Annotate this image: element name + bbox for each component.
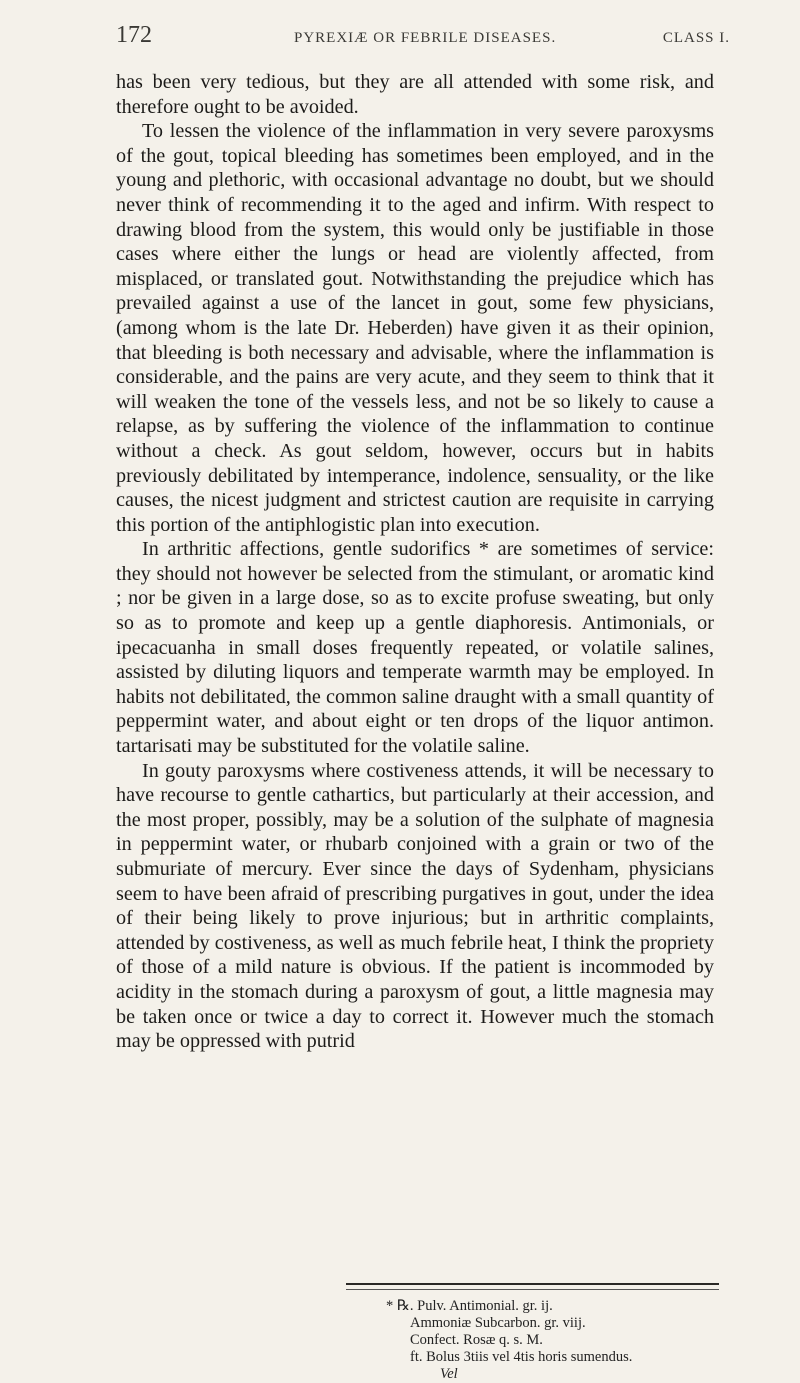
- footnote-rule: [346, 1283, 719, 1285]
- footnote: [386, 1298, 716, 1383]
- footnote-line: Ammoniæ Subcarbon. gr. viij.: [410, 1315, 586, 1331]
- page-number: 172: [116, 22, 152, 48]
- running-title: PYREXIÆ OR FEBRILE DISEASES.: [294, 30, 557, 46]
- running-head: [116, 18, 730, 54]
- paragraph-cathartics: In gouty paroxysms where costiveness attends, it will be necessary to have recourse to gentle cathartics, but particularly at their accession, and the most proper, possibly, may be a solution of the sulphate of magnesia in peppermint water, or rhubarb conjoined with a grain or two of the submuriate of mercury. Ever since the days of Sydenham, physicians seem to have been afraid of prescribing purgatives in gout, under the idea of their being likely to prove injurious; but in arthritic complaints, attended by costiveness, as well as much febrile heat, I think the propriety of those of a mild nature is obvious. If the patient is incommoded by acidity in the stomach during a paroxysm of gout, a little magnesia may be taken once or twice a day to correct it. However much the stomach may be oppressed with putrid: [116, 759, 714, 1053]
- footnote-line: Confect. Rosæ q. s. M.: [410, 1332, 543, 1348]
- paragraph-continuation: has been very tedious, but they are all attended with some risk, and therefore ought to be avoided.: [116, 71, 714, 118]
- paragraph-bleeding: To lessen the violence of the inflammation in very severe paroxysms of the gout, topical bleeding has sometimes been employed, and in the young and plethoric, with occasional advantage no doubt, but we should never think of recommending it to the aged and infirm. With respect to drawing blood from the system, this would only be justifiable in those cases where either the lungs or head are violently affected, from misplaced, or translated gout. Notwithstanding the prejudice which has prevailed against a use of the lancet in gout, some few physicians, (among whom is the late Dr. Heberden) have given it as their opinion, that bleeding is both necessary and advisable, where the inflammation is considerable, and the pains are very acute, and they seem to think that it will weaken the tone of the vessels less, and not be so likely to cause a relapse, as by suffering the violence of the inflammation to continue without a check. As gout seldom, however, occurs but in habits previously debilitated by intemperance, indolence, sensuality, or the like causes, the nicest judgment and strictest caution are requisite in carrying this portion of the antiphlogistic plan into execution.: [116, 120, 714, 536]
- body-text: [116, 70, 714, 1054]
- footnote-line: * ℞. Pulv. Antimonial. gr. ij.: [386, 1298, 553, 1314]
- footnote-catchword: Vel: [440, 1366, 458, 1382]
- class-label: CLASS I.: [662, 30, 730, 46]
- footnote-line: ft. Bolus 3tiis vel 4tis horis sumendus.: [410, 1349, 633, 1365]
- footnote-rule-thin: [346, 1289, 719, 1290]
- paragraph-sudorifics: In arthritic affections, gentle sudorifics * are sometimes of service: they should not however be selected from the stimulant, or aromatic kind ; nor be given in a large dose, so as to excite profuse sweating, but only so as to promote and keep up a gentle diaphoresis. Antimonials, or ipecacuanha in small doses frequently repeated, or volatile salines, assisted by diluting liquors and temperate warmth may be employed. In habits not debilitated, the common saline draught with a small quantity of peppermint water, and about eight or ten drops of the liquor antimon. tartarisati may be substituted for the volatile saline.: [116, 538, 714, 758]
